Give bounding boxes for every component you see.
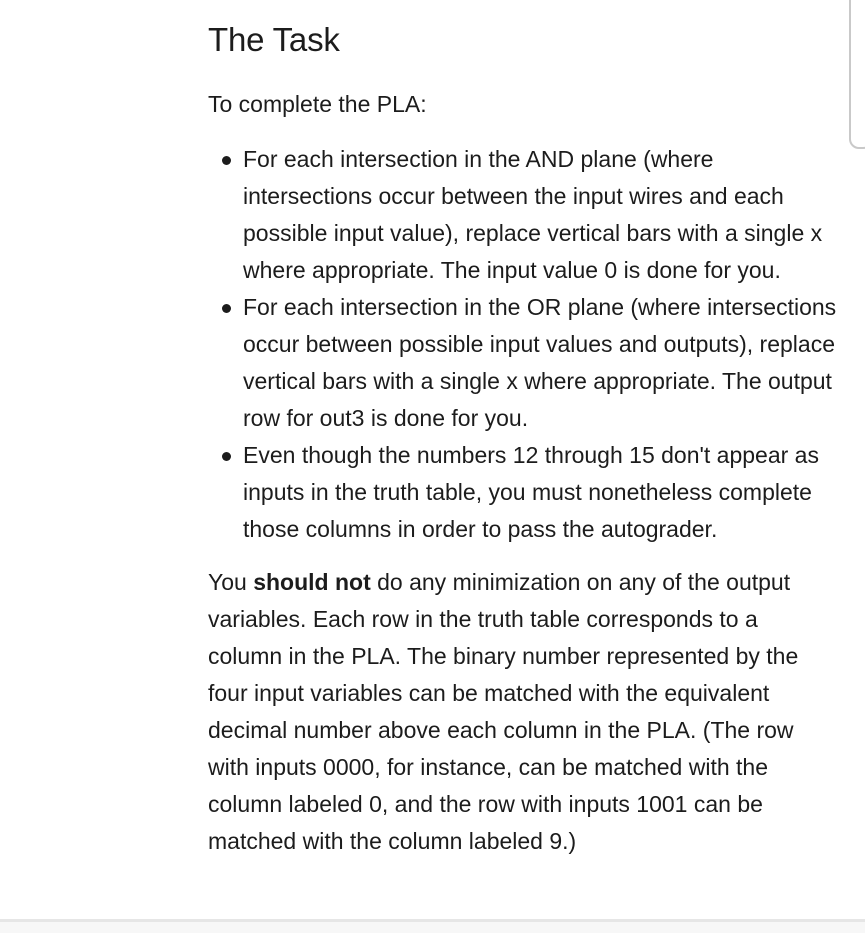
- intro-text: To complete the PLA:: [208, 91, 427, 117]
- instructions-paragraph: [208, 564, 838, 860]
- bullet-icon: [222, 304, 231, 313]
- list-item: [243, 289, 838, 437]
- task-list: [208, 141, 838, 548]
- list-item-text: For each intersection in the AND plane (where intersections occur between the input wires and each possible input value), replace vertical bars with a single x where appropriate. The input value 0 is done for you.: [243, 146, 823, 283]
- list-item: [243, 437, 838, 548]
- bullet-icon: [222, 452, 231, 461]
- paragraph-emphasis: should not: [253, 569, 371, 595]
- bullet-icon: [222, 156, 231, 165]
- list-item-text: For each intersection in the OR plane (where intersections occur between possible input values and outputs), replace vertical bars with a single x where appropriate. The output row for out3 is done for you.: [243, 294, 837, 431]
- bottom-bar: [0, 922, 865, 933]
- task-section: [208, 18, 838, 860]
- list-item: [243, 141, 838, 289]
- section-title: The Task: [208, 21, 340, 58]
- scrollbar-edge[interactable]: [849, 0, 865, 149]
- list-item-text: Even though the numbers 12 through 15 don't appear as inputs in the truth table, you must nonetheless complete those columns in order to pass the autograder.: [243, 442, 819, 542]
- paragraph-prefix: You: [208, 569, 254, 595]
- paragraph-suffix: do any minimization on any of the output variables. Each row in the truth table corresponds to a column in the PLA. The binary number represented by the four input variables can be matched with the equivalent decimal number above each column in the PLA. (The row with inputs 0000, for instance, can be matched with the column labeled 0, and the row with inputs 1001 can be matched with the column labeled 9.): [208, 569, 799, 854]
